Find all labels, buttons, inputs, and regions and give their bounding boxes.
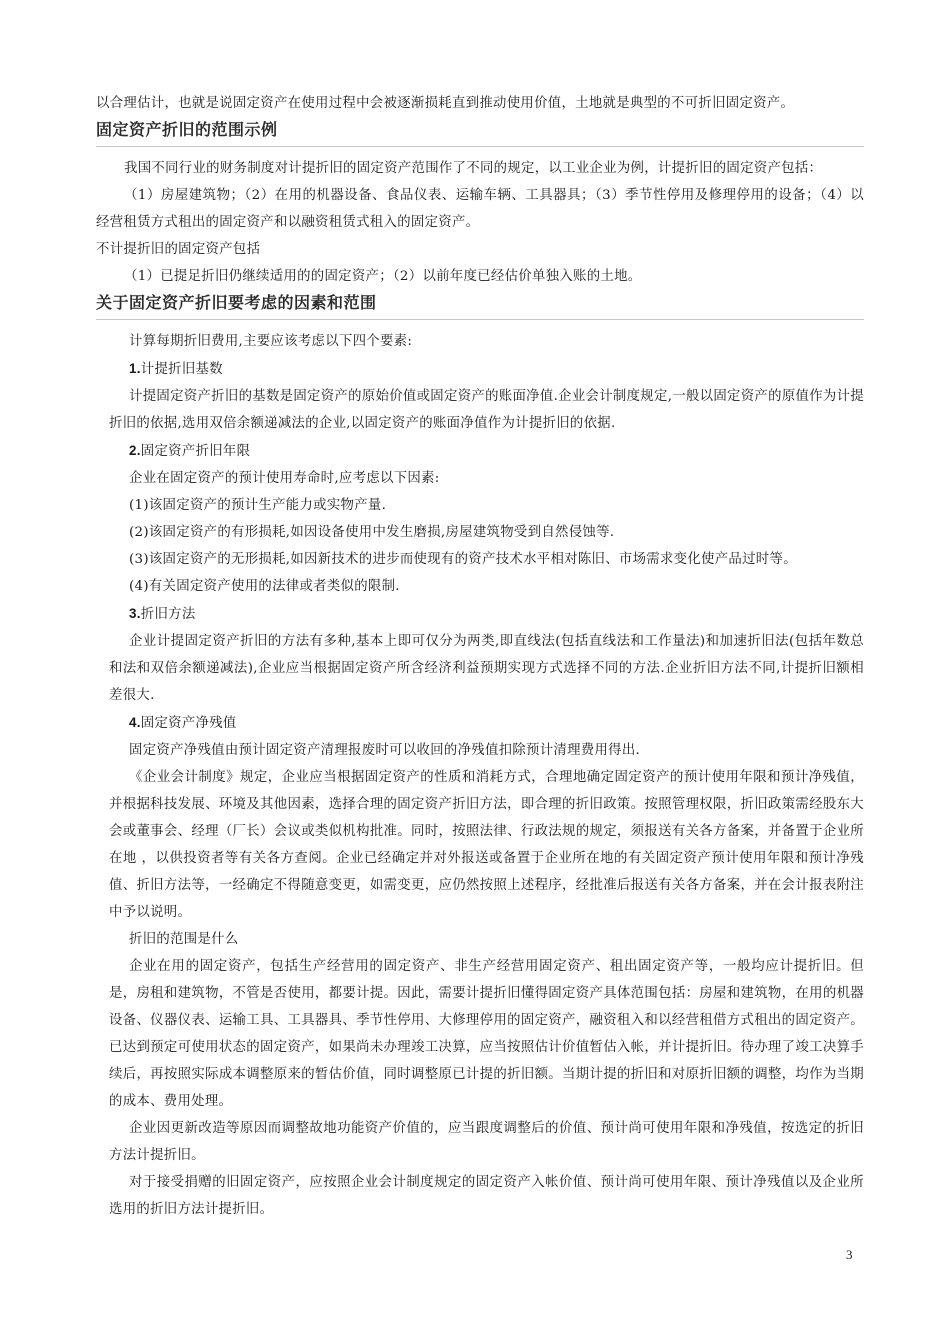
page-number: 3 <box>846 1247 853 1262</box>
factor-4-text: 固定资产净残值由预计固定资产清理报废时可以收回的净残值扣除预计清理费用得出. <box>129 743 641 758</box>
factor-3-number: 3. <box>129 606 141 621</box>
factor-4-number: 4. <box>129 715 141 730</box>
factor-4-title <box>129 709 864 737</box>
not-included-title: 不计提折旧的固定资产包括 <box>96 242 261 257</box>
factor-2-block <box>96 437 864 546</box>
factor-2-item-2: (2)该固定资产的有形损耗,如因设备使用中发生磨损,房屋建筑物受到自然侵蚀等. <box>129 525 615 540</box>
factor-2-item-1: (1)该固定资产的预计生产能力或实物产量. <box>129 498 387 513</box>
section-heading-depreciation-examples: 固定资产折旧的范围示例 <box>96 119 864 147</box>
factor-2-title-text: 固定资产折旧年限 <box>140 444 251 459</box>
factor-2-item-3: (3)该固定资产的无形损耗,如因新技术的进步而使现有的资产技术水平相对陈旧、市场需求变化使产品过时等。 <box>129 552 797 567</box>
scope-paragraph: 企业在用的固定资产，包括生产经营用的固定资产、非生产经营用固定资产、租出固定资产等，一般均应计提折旧。但是，房租和建筑物，不管是否使用，都要计提。因此，需要计提折旧懂得固定资产具体范围包括：房屋和建筑物，在用的机器设备、仪器仪表、运输工具、工具器具、季节性停用、大修理停用的固定资产，融资租入和以经营租借方式租出的固定资产。已达到预定可使用状态的固定资产，如果尚未办理竣工决算，应当按照估计价值暂估入帐，并计提折旧。待办理了竣工决算手续后，再按照实际成本调整原来的暂估价值，同时调整原已计提的折旧额。当期计提的折旧和对原折旧额的调整，均作为当期的成本、费用处理。 <box>109 959 864 1109</box>
factor-2-intro: 企业在固定资产的预计使用寿命时,应考虑以下因素: <box>129 471 440 486</box>
policy-paragraph: 《企业会计制度》规定，企业应当根据固定资产的性质和消耗方式，合理地确定固定资产的预计使用年限和预计净残值，并根据科技发展、环境及其他因素，选择合理的固定资产折旧方法，即合理的折旧政策。按照管理权限，折旧政策需经股东大会或董事会、经理（厂长）会议或类似机构批准。同时，按照法律、行政法规的规定，须报送有关各方备案，并备置于企业所在地 ，以供投资者等有关各方查阅。企业已经确定并对外报送或备置于企业所在地的有关固定资产预计使用年限和预计净残值、折旧方法等，一经确定不得随意变更，如需变更，应仍然按照上述程序，经批准后报送有关各方备案，并在会计报表附注中予以说明。 <box>109 770 864 920</box>
factor-2-title <box>129 437 864 465</box>
factor-4-block <box>96 709 864 764</box>
factor-2-tail <box>96 573 864 628</box>
not-included-items-paragraph: （1）已提足折旧仍继续适用的的固定资产；（2）以前年度已经估价单独入账的土地。 <box>124 269 642 284</box>
factors-block <box>96 320 864 383</box>
section1-items-paragraph: （1）房屋建筑物；（2）在用的机器设备、食品仪表、运输车辆、工具器具；（3）季节性停用及修理停用的设备；（4）以经营租赁方式租出的固定资产和以融资租赁式租入的固定资产。 <box>96 188 864 230</box>
factor-2-item-4: (4)有关固定资产使用的法律或者类似的限制. <box>129 579 400 594</box>
factor-2-number: 2. <box>129 443 141 458</box>
section-heading-factors-and-scope: 关于固定资产折旧要考虑的因素和范围 <box>96 292 864 320</box>
factors-intro: 计算每期折旧费用,主要应该考虑以下四个要素: <box>129 334 413 349</box>
section1-intro-paragraph: 我国不同行业的财务制度对计提折旧的固定资产范围作了不同的规定，以工业企业为例，计提折旧的固定资产包括： <box>124 161 823 176</box>
factor-3-text: 企业计提固定资产折旧的方法有多种,基本上即可仅分为两类,即直线法(包括直线法和工作量法)和加速折旧法(包括年数总和法和双倍余额递减法),企业应当根据固定资产所含经济利益预期实现方式选择不同的方法.企业折旧方法不同,计提折旧额相差很大. <box>109 634 864 703</box>
donation-paragraph: 对于接受捐赠的旧固定资产，应按照企业会计制度规定的固定资产入帐价值、预计尚可使用年限、预计净残值以及企业所选用的折旧方法计提折旧。 <box>109 1175 864 1217</box>
factor-4-title-text: 固定资产净残值 <box>140 716 237 731</box>
factor-1-title-text: 计提折旧基数 <box>140 362 223 377</box>
renovation-paragraph: 企业因更新改造等原因而调整故地功能资产价值的，应当跟度调整后的价值、预计尚可使用年限和净残值，按选定的折旧方法计提折旧。 <box>109 1121 864 1163</box>
continuation-paragraph: 以合理估计，也就是说固定资产在使用过程中会被逐渐损耗直到推动使用价值，土地就是典型的不可折旧固定资产。 <box>96 96 795 111</box>
scope-title: 折旧的范围是什么 <box>129 932 239 947</box>
factor-3-title-text: 折旧方法 <box>140 607 196 622</box>
factor-1-number: 1. <box>129 361 141 376</box>
factor-1-text: 计提固定资产折旧的基数是固定资产的原始价值或固定资产的账面净值.企业会计制度规定,一般以固定资产的原值作为计提折旧的依据,选用双倍余额递减法的企业,以固定资产的账面净值作为计提折旧的依据. <box>109 389 864 431</box>
factor-1-title <box>129 355 864 383</box>
factor-3-title <box>129 600 864 628</box>
document-page <box>96 90 864 1223</box>
